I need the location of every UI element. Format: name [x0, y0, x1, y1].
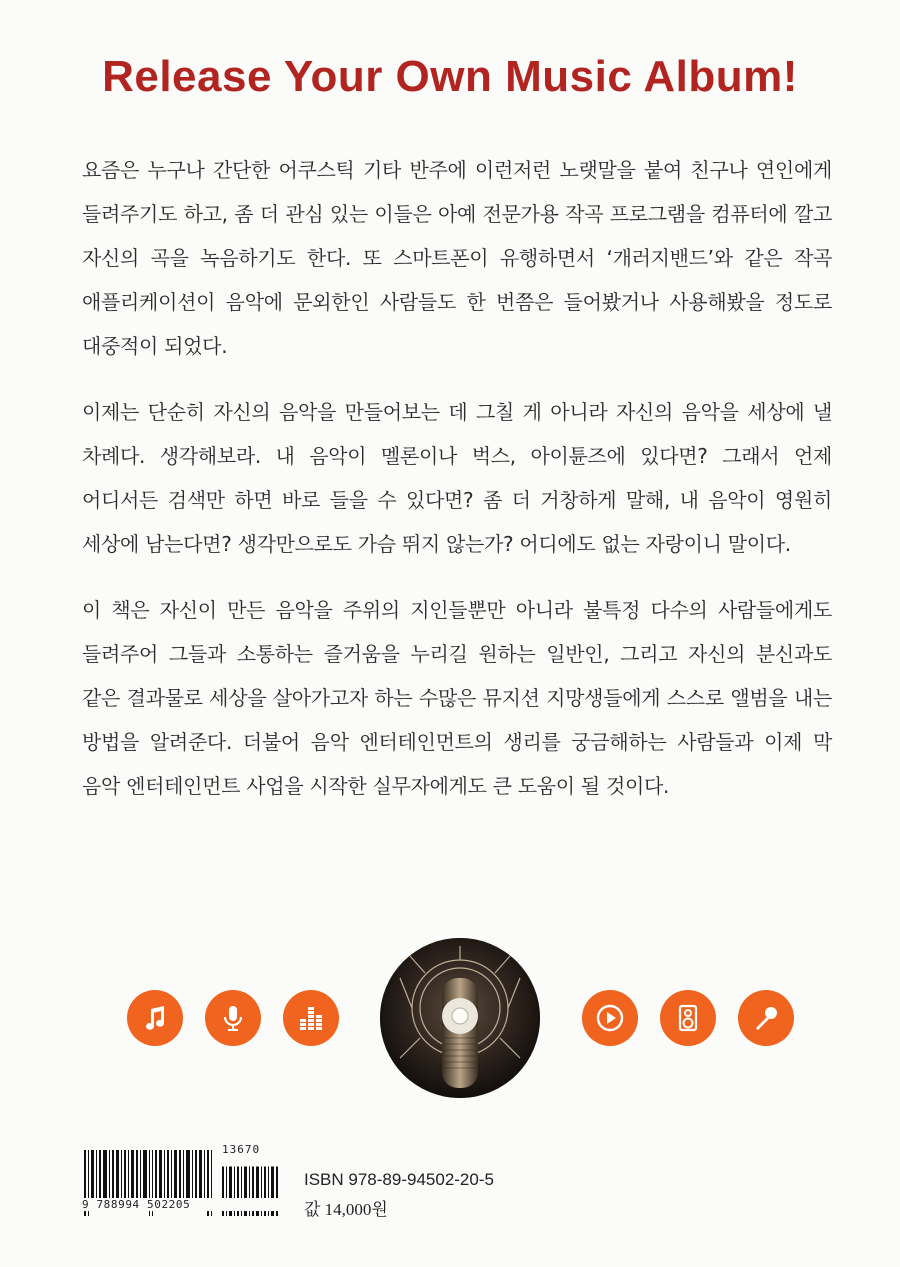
price-code: 13670 [222, 1143, 261, 1156]
price-label: 값 14,000원 [304, 1200, 388, 1219]
microphone-icon [205, 990, 261, 1046]
studio-microphone-image [380, 938, 540, 1098]
equalizer-icon [283, 990, 339, 1046]
paragraph-2: 이제는 단순히 자신의 음악을 만들어보는 데 그칠 게 아니라 자신의 음악을 세상에 낼 차례다. 생각해보라. 내 음악이 멜론이나 벅스, 아이튠즈에 있다면? 그래서 언제 어디서든 검색만 하면 바로 들을 수 있다면? 좀 더 거창하게 말해, 내 음악이 영원히 세상에 남는다면? 생각만으로도 가슴 뛰지 않는가? 어디에도 없는 자랑이니 말이다. [82, 400, 832, 556]
paragraph-3: 이 책은 자신이 만든 음악을 주위의 지인들뿐만 아니라 불특정 다수의 사람들에게도 들려주어 그들과 소통하는 즐거움을 누리길 원하는 일반인, 그리고 자신의 분신과도 같은 결과물로 세상을 살아가고자 하는 수많은 뮤지션 지망생들에게 스스로 앨범을 내는 방법을 알려준다. 더불어 음악 엔터테인먼트의 생리를 궁금해하는 사람들과 이제 막 음악 엔터테인먼트 사업을 시작한 실무자에게도 큰 도움이 될 것이다. [82, 598, 832, 798]
speaker-icon [660, 990, 716, 1046]
description-body [82, 148, 832, 830]
paragraph-1: 요즘은 누구나 간단한 어쿠스틱 기타 반주에 이런저런 노랫말을 붙여 친구나 연인에게 들려주기도 하고, 좀 더 관심 있는 이들은 아예 전문가용 작곡 프로그램을 컴퓨터에 깔고 자신의 곡을 녹음하기도 한다. 또 스마트폰이 유행하면서 ‘개러지밴드’와 같은 작곡 애플리케이션이 음악에 문외한인 사람들도 한 번쯤은 들어봤거나 사용해봤을 정도로 대중적이 되었다. [82, 158, 832, 358]
music-note-icon [127, 990, 183, 1046]
play-icon [582, 990, 638, 1046]
isbn-number: ISBN 978-89-94502-20-5 [304, 1170, 494, 1189]
cover-title: Release Your Own Music Album! [102, 52, 798, 101]
barcode-digits: 9 788994 502205 [82, 1198, 282, 1211]
karaoke-mic-icon [738, 990, 794, 1046]
